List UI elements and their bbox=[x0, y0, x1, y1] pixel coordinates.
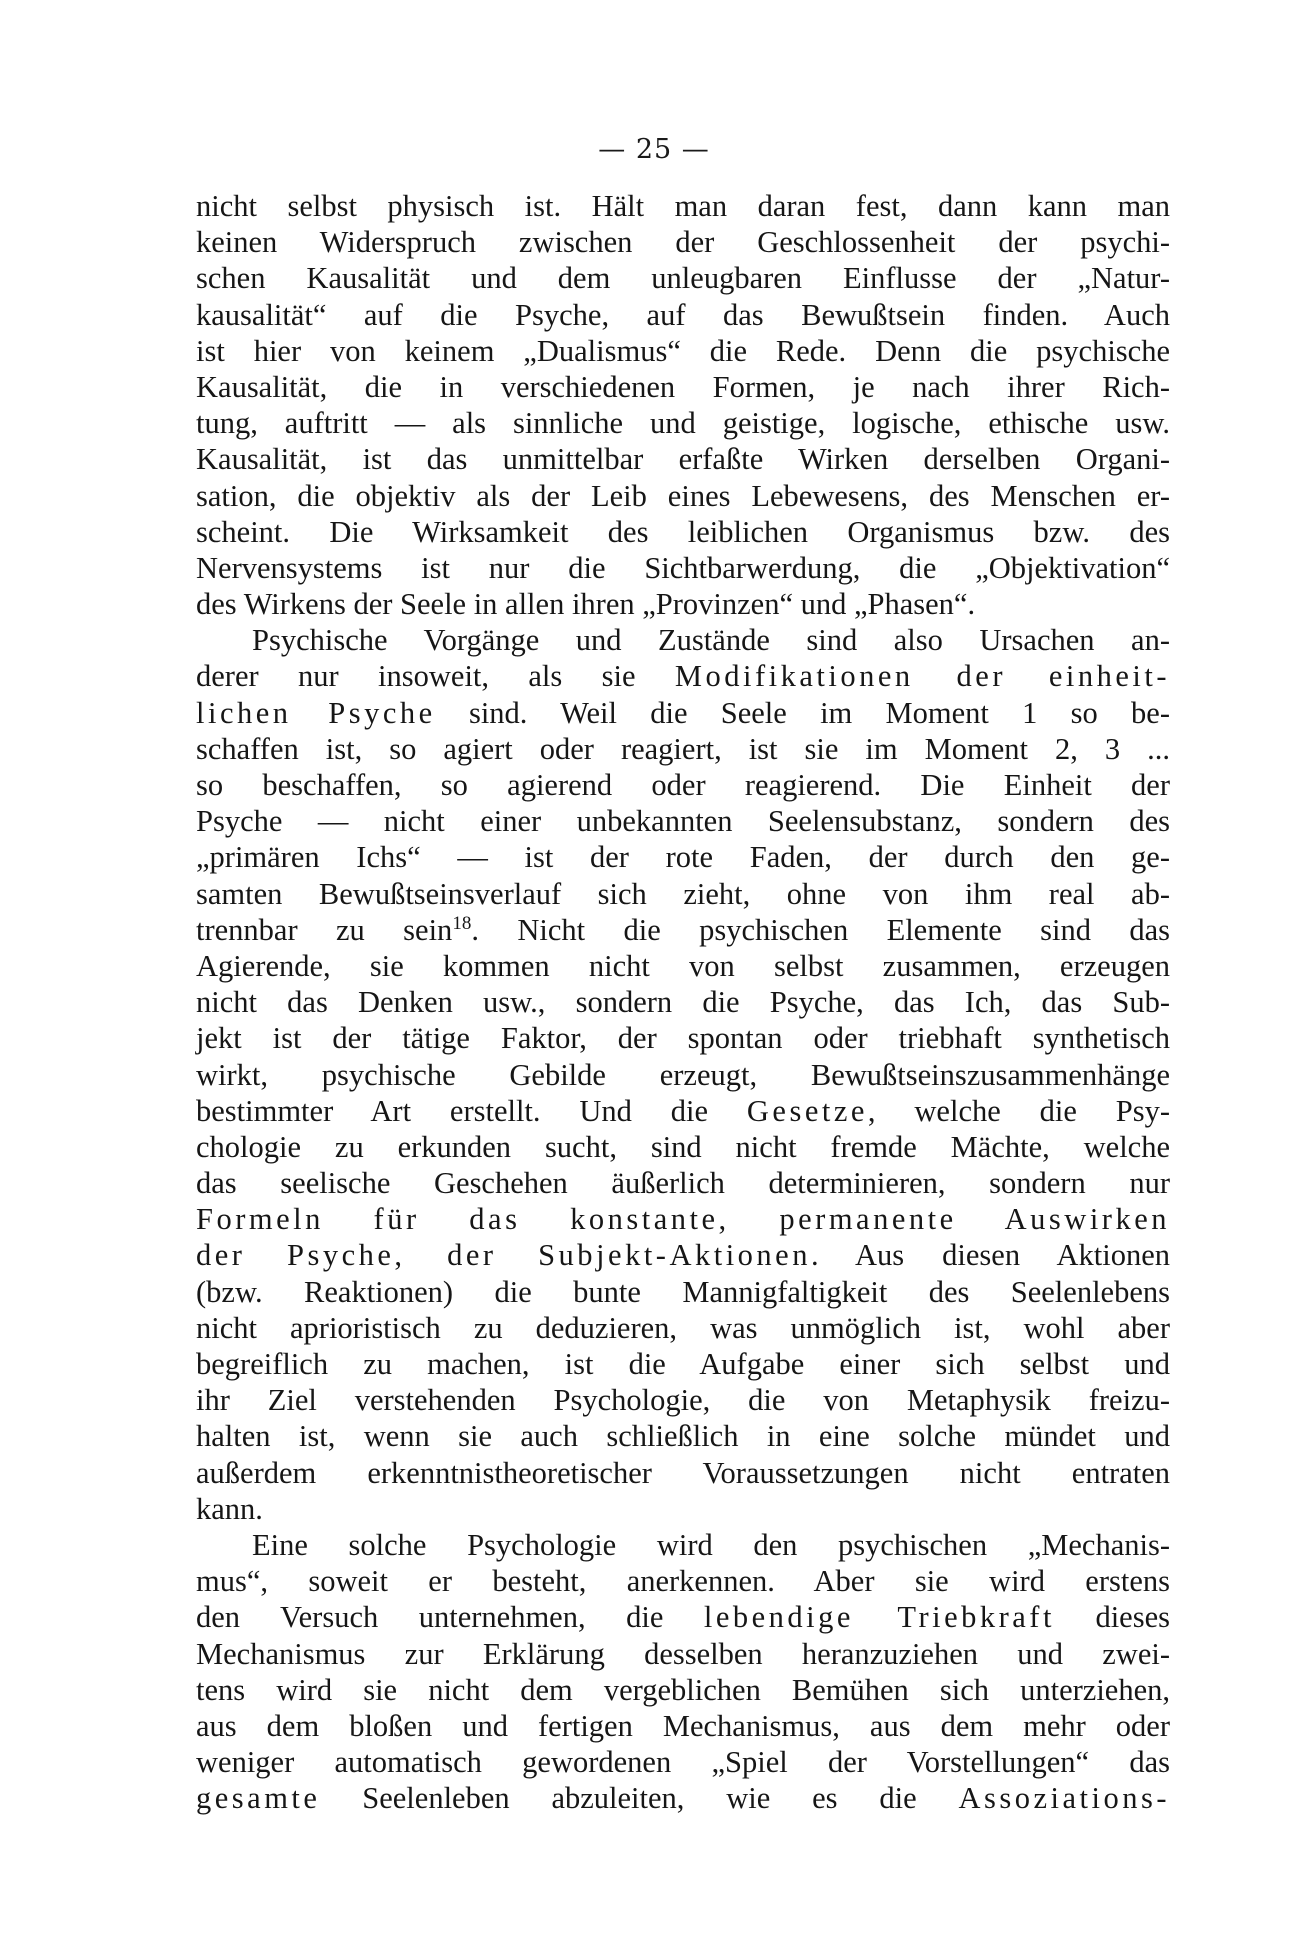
text-segment: mus“, soweit er besteht, anerkennen. Aber sie wird erstens bbox=[196, 1564, 1170, 1599]
text-line bbox=[196, 1636, 1170, 1672]
text-line bbox=[196, 586, 1170, 622]
text-segment: den Versuch unternehmen, die bbox=[196, 1600, 704, 1635]
text-line bbox=[196, 1057, 1170, 1093]
text-segment: „primären Ichs“ — ist der rote Faden, der durch den ge- bbox=[196, 840, 1170, 875]
text-segment: schen Kausalität und dem unleugbaren Einflusse der „Natur- bbox=[196, 261, 1170, 296]
text-line bbox=[196, 876, 1170, 912]
text-segment: keinen Widerspruch zwischen der Geschlossenheit der psychi- bbox=[196, 225, 1170, 260]
text-line bbox=[196, 1708, 1170, 1744]
text-line bbox=[196, 912, 1170, 948]
text-segment: . Aus diesen Aktionen bbox=[810, 1238, 1170, 1273]
text-line bbox=[196, 1780, 1170, 1816]
text-line bbox=[196, 1093, 1170, 1129]
text-segment: wirkt, psychische Gebilde erzeugt, Bewußtseinszusammenhänge bbox=[196, 1057, 1170, 1092]
text-segment: Kausalität, ist das unmittelbar erfaßte Wirken derselben Organi- bbox=[196, 442, 1170, 477]
text-line bbox=[196, 405, 1170, 441]
text-segment: aus dem bloßen und fertigen Mechanismus, aus dem mehr oder bbox=[196, 1708, 1170, 1743]
text-segment: ihr Ziel verstehenden Psychologie, die von Metaphysik freizu- bbox=[196, 1383, 1170, 1418]
text-segment: begreiflich zu machen, ist die Aufgabe einer sich selbst und bbox=[196, 1347, 1170, 1381]
text-line bbox=[196, 441, 1170, 477]
text-segment: dieses bbox=[1054, 1600, 1170, 1635]
text-line bbox=[196, 1527, 1170, 1563]
text-line bbox=[196, 1491, 1170, 1527]
text-segment: (bzw. Reaktionen) die bunte Mannigfaltigkeit des Seelenlebens bbox=[196, 1274, 1170, 1309]
text-segment: nicht selbst physisch ist. Hält man daran fest, dann kann man bbox=[196, 189, 1170, 223]
spaced-emphasis: lichen Psyche bbox=[196, 695, 436, 730]
text-segment: Agierende, sie kommen nicht von selbst zusammen, erzeugen bbox=[196, 948, 1170, 983]
text-segment: nicht das Denken usw., sondern die Psyche, das Ich, das Sub- bbox=[196, 985, 1170, 1020]
text-line bbox=[196, 188, 1170, 224]
spaced-emphasis: der Psyche, der Subjekt-Aktionen bbox=[196, 1238, 811, 1273]
body-text bbox=[196, 188, 1170, 1816]
text-segment: tung, auftritt — als sinnliche und geistige, logische, ethische usw. bbox=[196, 406, 1170, 441]
spaced-emphasis: Formeln für das konstante, permanente Auswirken bbox=[196, 1202, 1170, 1237]
text-segment: tens wird sie nicht dem vergeblichen Bemühen sich unterziehen, bbox=[196, 1672, 1170, 1707]
text-segment: kausalität“ auf die Psyche, auf das Bewußtsein finden. Auch bbox=[196, 297, 1170, 332]
text-line bbox=[196, 1310, 1170, 1346]
text-segment: samten Bewußtseinsverlauf sich zieht, ohne von ihm real ab- bbox=[196, 876, 1170, 911]
text-line bbox=[196, 731, 1170, 767]
text-segment: des Wirkens der Seele in allen ihren „Provinzen“ und „Phasen“. bbox=[196, 587, 976, 622]
text-line bbox=[196, 1346, 1170, 1382]
text-segment: sind. Weil die Seele im Moment 1 so be- bbox=[435, 695, 1170, 730]
text-segment: Seelenleben abzuleiten, wie es die bbox=[320, 1781, 959, 1816]
text-segment: chologie zu erkunden sucht, sind nicht fremde Mächte, welche bbox=[196, 1129, 1170, 1164]
text-line bbox=[196, 550, 1170, 586]
text-segment: halten ist, wenn sie auch schließlich in eine solche mündet und bbox=[196, 1419, 1170, 1454]
text-segment: Kausalität, die in verschiedenen Formen, je nach ihrer Rich- bbox=[196, 369, 1170, 404]
text-line bbox=[196, 839, 1170, 875]
text-line bbox=[196, 1274, 1170, 1310]
text-segment: so beschaffen, so agierend oder reagierend. Die Einheit der bbox=[196, 768, 1170, 802]
text-line bbox=[196, 1744, 1170, 1780]
text-line bbox=[196, 1672, 1170, 1708]
text-segment: das seelische Geschehen äußerlich determinieren, sondern nur bbox=[196, 1166, 1170, 1201]
text-segment: trennbar zu sein bbox=[196, 912, 453, 947]
text-line bbox=[196, 514, 1170, 550]
text-segment: schaffen ist, so agiert oder reagiert, ist sie im Moment 2, 3 ... bbox=[196, 731, 1170, 766]
text-segment: , welche die Psy- bbox=[867, 1093, 1170, 1128]
text-line bbox=[196, 1129, 1170, 1165]
text-segment: ist hier von keinem „Dualismus“ die Rede. Denn die psychische bbox=[196, 333, 1170, 368]
text-line bbox=[196, 1599, 1170, 1635]
text-segment: sation, die objektiv als der Leib eines Lebewesens, des Menschen er- bbox=[196, 478, 1170, 513]
text-line bbox=[196, 1563, 1170, 1599]
text-segment: Mechanismus zur Erklärung desselben heranzuziehen und zwei- bbox=[196, 1636, 1170, 1671]
text-line bbox=[196, 1455, 1170, 1491]
text-line bbox=[196, 1418, 1170, 1454]
text-line bbox=[196, 260, 1170, 296]
text-segment: Nervensystems ist nur die Sichtbarwerdung, die „Objektivation“ bbox=[196, 550, 1170, 585]
text-line bbox=[196, 803, 1170, 839]
text-segment: Eine solche Psychologie wird den psychischen „Mechanis- bbox=[252, 1527, 1170, 1562]
spaced-emphasis: Gesetze bbox=[746, 1093, 868, 1128]
text-segment: kann. bbox=[196, 1491, 263, 1526]
text-line bbox=[196, 333, 1170, 369]
text-segment: Psyche — nicht einer unbekannten Seelensubstanz, sondern des bbox=[196, 804, 1170, 839]
text-line bbox=[196, 1237, 1170, 1273]
text-segment: jekt ist der tätige Faktor, der spontan oder triebhaft synthetisch bbox=[196, 1021, 1170, 1056]
text-segment: . Nicht die psychischen Elemente sind das bbox=[471, 912, 1171, 947]
text-segment: weniger automatisch gewordenen „Spiel der Vorstellungen“ das bbox=[196, 1745, 1170, 1780]
text-segment: nicht aprioristisch zu deduzieren, was unmöglich ist, wohl aber bbox=[196, 1310, 1170, 1345]
text-line bbox=[196, 297, 1170, 333]
text-line bbox=[196, 478, 1170, 514]
text-line bbox=[196, 1382, 1170, 1418]
text-line bbox=[196, 695, 1170, 731]
text-line bbox=[196, 658, 1170, 694]
spaced-emphasis: Modifikationen der einheit- bbox=[674, 659, 1170, 694]
spaced-emphasis: lebendige Triebkraft bbox=[703, 1600, 1055, 1635]
footnote-marker: 18 bbox=[452, 912, 472, 934]
text-line bbox=[196, 1020, 1170, 1056]
text-segment: außerdem erkenntnistheoretischer Voraussetzungen nicht entraten bbox=[196, 1455, 1170, 1490]
text-line bbox=[196, 767, 1170, 803]
text-line bbox=[196, 1165, 1170, 1201]
text-line bbox=[196, 984, 1170, 1020]
text-line bbox=[196, 224, 1170, 260]
text-segment: scheint. Die Wirksamkeit des leiblichen Organismus bzw. des bbox=[196, 514, 1170, 549]
text-line bbox=[196, 1201, 1170, 1237]
text-segment: derer nur insoweit, als sie bbox=[196, 659, 675, 694]
spaced-emphasis: Assoziations- bbox=[958, 1781, 1170, 1816]
text-segment: Psychische Vorgänge und Zustände sind also Ursachen an- bbox=[252, 623, 1170, 658]
spaced-emphasis: gesamte bbox=[196, 1781, 321, 1816]
page-number: — 25 — bbox=[598, 134, 710, 165]
text-segment: bestimmter Art erstellt. Und die bbox=[196, 1093, 747, 1128]
text-line bbox=[196, 622, 1170, 658]
text-line bbox=[196, 369, 1170, 405]
text-line bbox=[196, 948, 1170, 984]
